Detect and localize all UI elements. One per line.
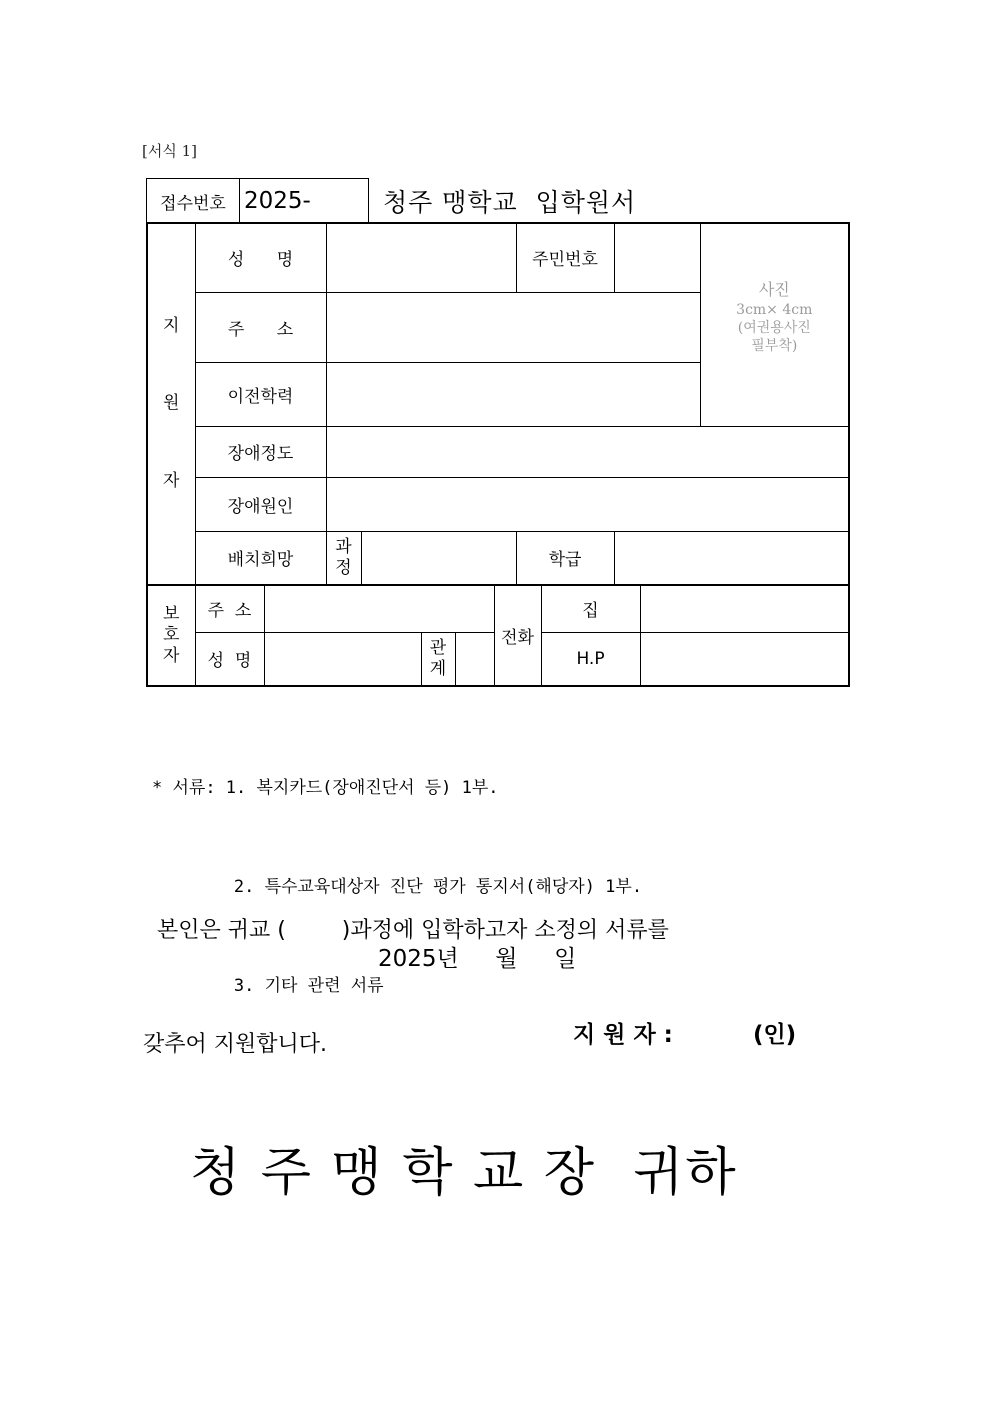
guardian-name-label: 성 명: [195, 632, 264, 686]
photo-size: 3cm× 4cm: [736, 301, 813, 318]
guardian-address-label: 주 소: [195, 585, 264, 632]
course-char-2: 정: [335, 557, 352, 578]
previous-education-field[interactable]: [326, 362, 700, 426]
guardian-char-2: 호: [163, 624, 180, 645]
grade-field[interactable]: [614, 531, 849, 585]
name-field[interactable]: [326, 223, 516, 292]
statement-line-1: 본인은 귀교 ( )과정에 입학하고자 소정의 서류를: [143, 918, 669, 943]
guardian-table: [146, 584, 850, 687]
photo-placeholder: [700, 223, 849, 426]
previous-education-label: 이전학력: [195, 362, 326, 426]
photo-instruction-1: (여권용사진: [737, 319, 811, 336]
id-number-label: 주민번호: [516, 223, 614, 292]
phone-label: 전화: [494, 585, 541, 686]
recipient-line: 청 주 맹 학 교 장 귀하: [190, 1143, 738, 1203]
application-date: 2025년 월 일: [378, 946, 577, 972]
relation-label: [421, 632, 455, 686]
disability-cause-label: 장애원인: [195, 477, 326, 531]
relation-char-1: 관: [429, 637, 447, 658]
applicant-signature-line: 지 원 자 : (인): [573, 1022, 797, 1048]
note-line-1: * 서류: 1. 복지카드(장애진단서 등) 1부.: [152, 778, 499, 798]
mobile-phone-label: H.P: [541, 632, 640, 686]
home-phone-field[interactable]: [640, 585, 849, 632]
statement-line-2: 갖추어 지원합니다.: [143, 1032, 328, 1057]
receipt-number-label: 접수번호: [147, 179, 240, 224]
relation-char-2: 계: [429, 658, 447, 679]
photo-instruction-2: 필부착): [751, 338, 798, 355]
guardian-address-field[interactable]: [264, 585, 494, 632]
note-line-2: 2. 특수교육대상자 진단 평가 통지서(해당자) 1부.: [152, 877, 643, 897]
address-field[interactable]: [326, 292, 700, 362]
relation-field[interactable]: [455, 632, 494, 686]
side-char-2: 원: [163, 393, 180, 414]
mobile-phone-field[interactable]: [640, 632, 849, 686]
placement-preference-label: 배치희망: [195, 531, 326, 585]
side-char-3: 자: [163, 470, 180, 491]
course-field[interactable]: [361, 531, 516, 585]
photo-label: 사진: [758, 280, 790, 299]
course-char-1: 과: [335, 536, 352, 557]
guardian-char-1: 보: [163, 603, 180, 624]
note-line-3: 3. 기타 관련 서류: [152, 976, 384, 996]
course-label: [326, 531, 361, 585]
address-label: 주 소: [195, 292, 326, 362]
disability-degree-label: 장애정도: [195, 426, 326, 477]
applicant-table: [146, 222, 850, 586]
name-label: 성 명: [195, 223, 326, 292]
receipt-number-value[interactable]: 2025-: [240, 179, 369, 224]
guardian-char-3: 자: [163, 646, 180, 667]
id-number-field[interactable]: [614, 223, 700, 292]
disability-degree-field[interactable]: [326, 426, 849, 477]
guardian-name-field[interactable]: [264, 632, 421, 686]
document-title: 청주 맹학교 입학원서: [383, 188, 637, 217]
guardian-side-label: [147, 585, 195, 686]
disability-cause-field[interactable]: [326, 477, 849, 531]
home-phone-label: 집: [541, 585, 640, 632]
applicant-side-label: [147, 223, 195, 585]
form-number-label: [서식 1]: [142, 142, 197, 160]
grade-label: 학급: [516, 531, 614, 585]
side-char-1: 지: [163, 316, 180, 337]
receipt-number-box: [146, 178, 369, 224]
